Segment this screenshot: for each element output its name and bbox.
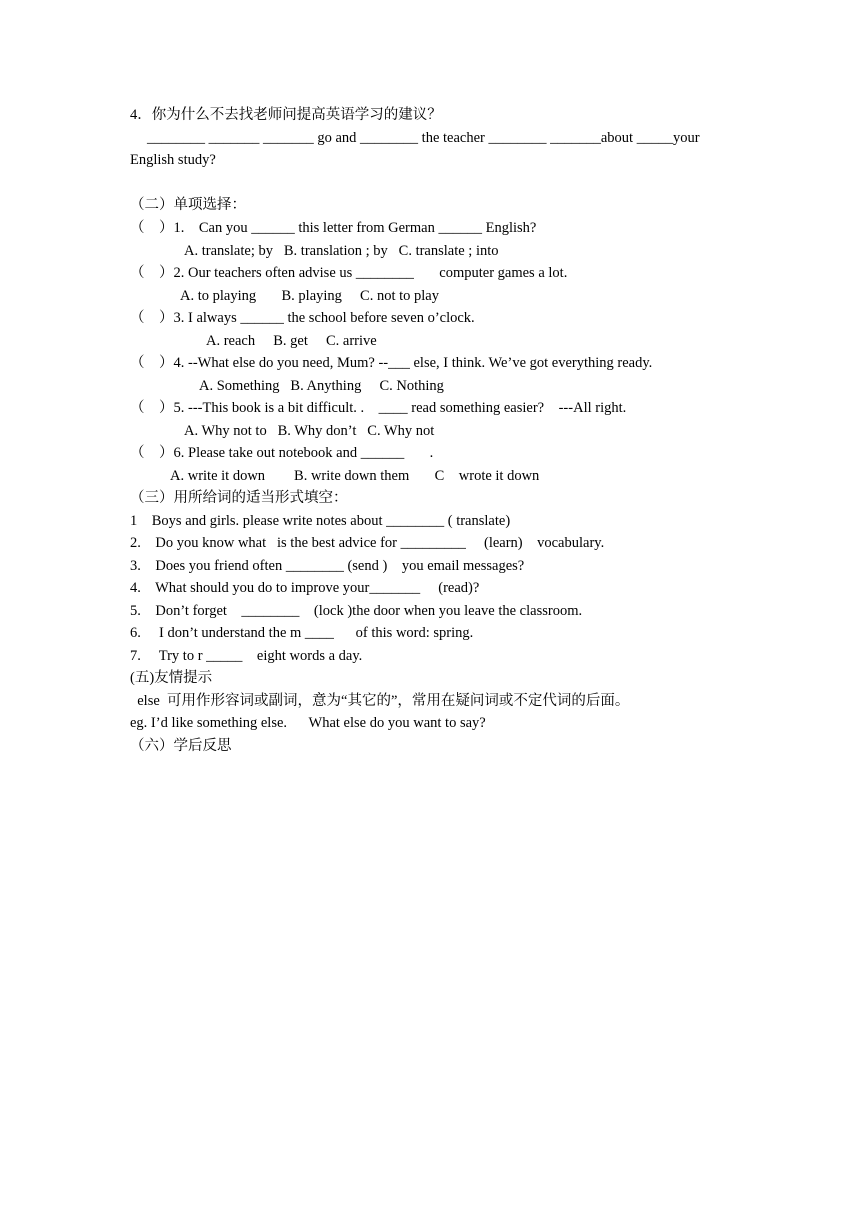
question-4-title: 4．你为什么不去找老师问提高英语学习的建议？ xyxy=(130,107,442,123)
fill-item-7: 7. Try to r _____ eight words a day. xyxy=(130,648,363,664)
question-4-continuation: English study? xyxy=(130,152,216,168)
fill-item-2: 2. Do you know what is the best advice for _________ (learn) vocabulary. xyxy=(130,535,605,551)
fill-item-1: 1 Boys and girls. please write notes about ________ ( translate) xyxy=(130,513,511,529)
section-5-heading: (五)友情提示 xyxy=(130,670,213,686)
mc-question-2: （ ）2. Our teachers often advise us ________ computer games a lot. xyxy=(130,265,568,281)
tip-example: eg. I’d like something else. What else do you want to say? xyxy=(130,715,486,731)
fill-item-4: 4. What should you do to improve your_______ (read)? xyxy=(130,580,480,596)
mc-question-3: （ ）3. I always ______ the school before seven o’clock. xyxy=(130,310,475,326)
section-3-heading: （三）用所给词的适当形式填空： xyxy=(130,490,348,506)
mc-options-4: A. Something B. Anything C. Nothing xyxy=(199,378,444,394)
mc-options-5: A. Why not to B. Why don’t C. Why not xyxy=(184,423,435,439)
fill-item-3: 3. Does you friend often ________ (send ) you email messages? xyxy=(130,558,525,574)
section-6-heading: （六）学后反思 xyxy=(130,738,232,754)
question-4-blanks: ________ _______ _______ go and ________ the teacher ________ _______about _____your xyxy=(147,130,700,146)
mc-question-4: （ ）4. --What else do you need, Mum? --___ else, I think. We’ve got everything ready. xyxy=(130,355,653,371)
mc-options-1: A. translate; by B. translation ; by C. translate ; into xyxy=(184,243,499,259)
fill-item-5: 5. Don’t forget ________ (lock )the door when you leave the classroom. xyxy=(130,603,583,619)
mc-question-5: （ ）5. ---This book is a bit difficult. . ____ read something easier? ---All right. xyxy=(130,400,627,416)
mc-options-2: A. to playing B. playing C. not to play xyxy=(180,288,439,304)
fill-item-6: 6. I don’t understand the m ____ of this word: spring. xyxy=(130,625,474,641)
section-2-heading: （二）单项选择： xyxy=(130,197,246,213)
mc-question-1: （ ）1. Can you ______ this letter from German ______ English? xyxy=(130,220,537,236)
mc-options-6: A. write it down B. write down them C wrote it down xyxy=(170,468,540,484)
mc-question-6: （ ）6. Please take out notebook and ______ . xyxy=(130,445,434,461)
mc-options-3: A. reach B. get C. arrive xyxy=(206,333,377,349)
tip-text: else 可用作形容词或副词，意为“其它的”，常用在疑问词或不定代词的后面。 xyxy=(130,693,630,709)
